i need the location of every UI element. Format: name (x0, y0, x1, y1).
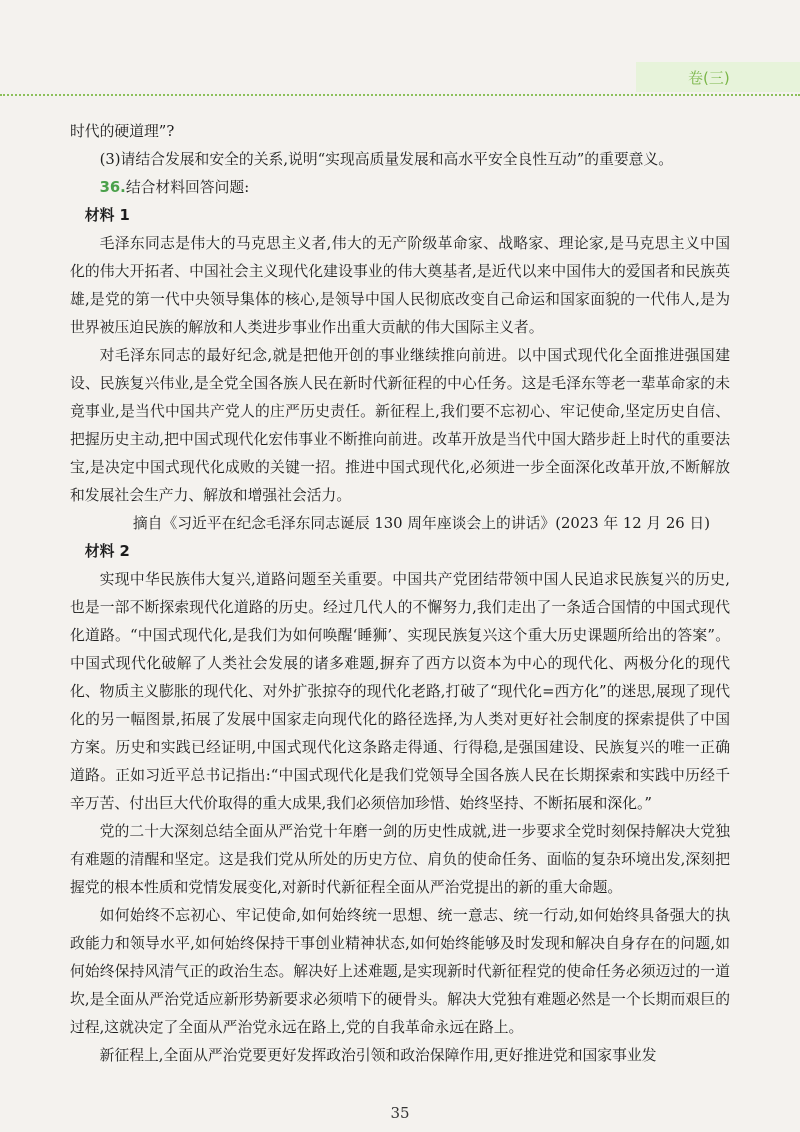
question-text: 结合材料回答问题: (125, 179, 250, 196)
section-label: 卷(三) (688, 69, 730, 87)
material-1-heading: 材料 1 (84, 207, 130, 224)
question-36 (70, 174, 730, 202)
material-1-source: 摘自《习近平在纪念毛泽东同志诞辰 130 周年座谈会上的讲话》(2023 年 12 月 26 日) (132, 515, 710, 532)
material-1-paragraph: 对毛泽东同志的最好纪念,就是把他开创的事业继续推向前进。以中国式现代化全面推进强国建设、民族复兴伟业,是全党全国各族人民在新时代新征程的中心任务。这是毛泽东等老一辈革命家的未竟事业,是当代中国共产党人的庄严历史责任。新征程上,我们要不忘初心、牢记使命,坚定历史自信、把握历史主动,把中国式现代化宏伟事业不断推向前进。改革开放是当代中国大踏步赶上时代的重要法宝,是决定中国式现代化成败的关键一招。推进中国式现代化,必须进一步全面深化改革开放,不断解放和发展社会生产力、解放和增强社会活力。 (70, 347, 730, 504)
material-2-paragraph: 党的二十大深刻总结全面从严治党十年磨一剑的历史性成就,进一步要求全党时刻保持解决大党独有难题的清醒和坚定。这是我们党从所处的历史方位、肩负的使命任务、面临的复杂环境出发,深刻把握党的根本性质和党情发展变化,对新时代新征程全面从严治党提出的新的重大命题。 (70, 823, 730, 896)
material-2-paragraph: 如何始终不忘初心、牢记使命,如何始终统一思想、统一意志、统一行动,如何始终具备强大的执政能力和领导水平,如何始终保持干事创业精神状态,如何始终能够及时发现和解决自身存在的问题,如何始终保持风清气正的政治生态。解决好上述难题,是实现新时代新征程党的使命任务必须迈过的一道坎,是全面从严治党适应新形势新要求必须啃下的硬骨头。解决大党独有难题必然是一个长期而艰巨的过程,这就决定了全面从严治党永远在路上,党的自我革命永远在路上。 (70, 907, 730, 1036)
material-2-heading: 材料 2 (84, 543, 130, 560)
question-number: 36. (99, 179, 126, 196)
material-1-paragraph: 毛泽东同志是伟大的马克思主义者,伟大的无产阶级革命家、战略家、理论家,是马克思主义中国化的伟大开拓者、中国社会主义现代化建设事业的伟大奠基者,是近代以来中国伟大的爱国者和民族英雄,是党的第一代中央领导集体的核心,是领导中国人民彻底改变自己命运和国家面貌的一代伟人,是为世界被压迫民族的解放和人类进步事业作出重大贡献的伟大国际主义者。 (70, 235, 730, 336)
material-2-paragraph: 新征程上,全面从严治党要更好发挥政治引领和政治保障作用,更好推进党和国家事业发 (99, 1047, 657, 1064)
question-3: (3)请结合发展和安全的关系,说明“实现高质量发展和高水平安全良性互动”的重要意义。 (99, 151, 674, 168)
text-line: 时代的硬道理”? (70, 123, 175, 140)
page-content (70, 118, 730, 1070)
material-2-paragraph: 实现中华民族伟大复兴,道路问题至关重要。中国共产党团结带领中国人民追求民族复兴的历史,也是一部不断探索现代化道路的历史。经过几代人的不懈努力,我们走出了一条适合国情的中国式现代化道路。“中国式现代化,是我们为如何唤醒‘睡狮’、实现民族复兴这个重大历史课题所给出的答案”。中国式现代化破解了人类社会发展的诸多难题,摒弃了西方以资本为中心的现代化、两极分化的现代化、物质主义膨胀的现代化、对外扩张掠夺的现代化老路,打破了“现代化=西方化”的迷思,展现了现代化的另一幅图景,拓展了发展中国家走向现代化的路径选择,为人类对更好社会制度的探索提供了中国方案。历史和实践已经证明,中国式现代化这条路走得通、行得稳,是强国建设、民族复兴的唯一正确道路。正如习近平总书记指出:“中国式现代化是我们党领导全国各族人民在长期探索和实践中历经千辛万苦、付出巨大代价取得的重大成果,我们必须倍加珍惜、始终坚持、不断拓展和深化。” (70, 571, 730, 812)
header-divider (0, 94, 800, 96)
page-number: 35 (390, 1104, 410, 1122)
